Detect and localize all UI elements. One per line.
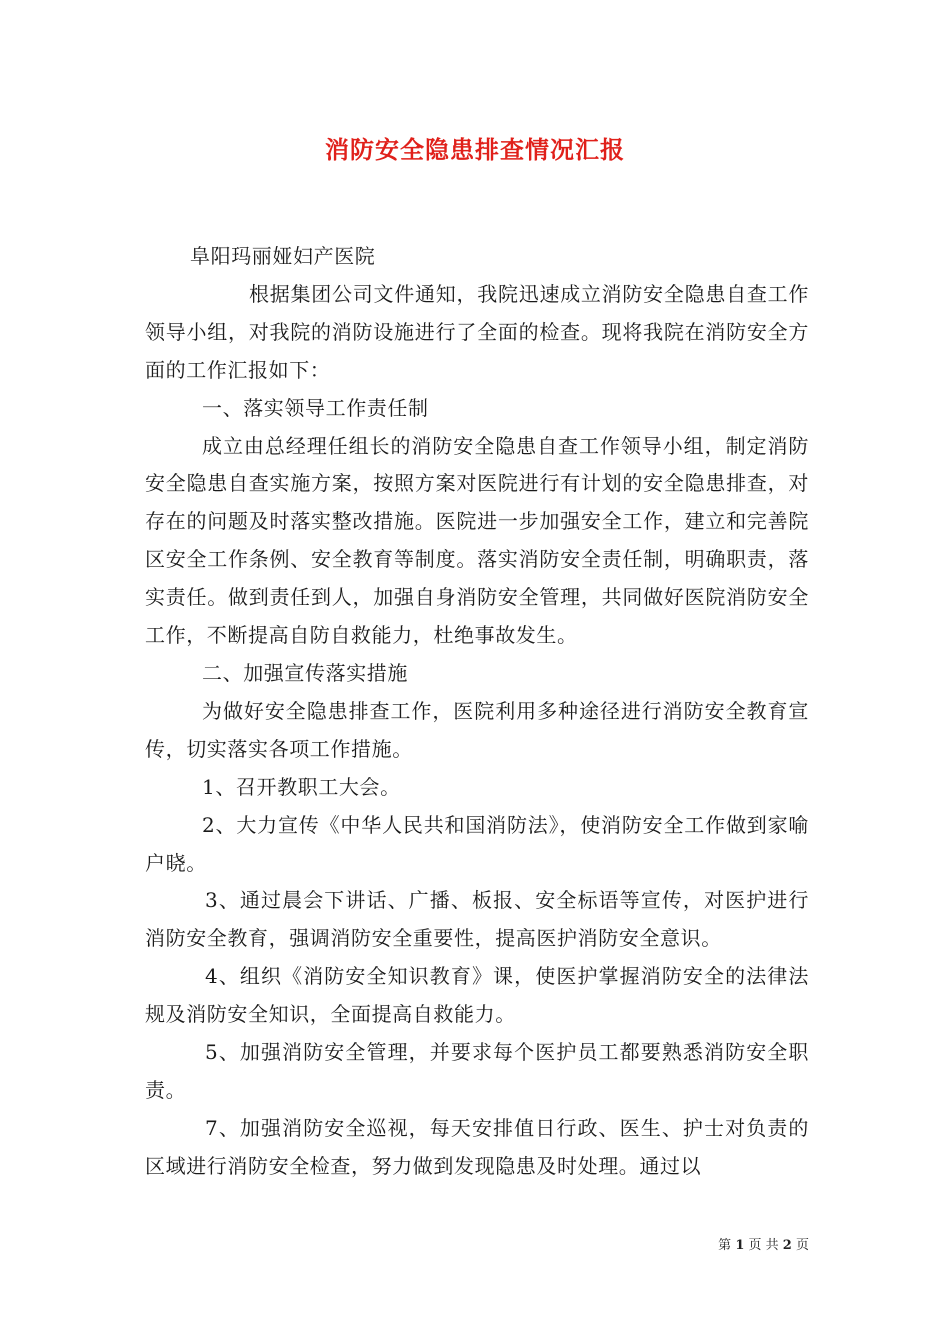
footer-current-page: 1 [735,1238,745,1253]
paragraph-intro: 根据集团公司文件通知，我院迅速成立消防安全隐患自查工作领导小组，对我院的消防设施进行了全面的检查。现将我院在消防安全方面的工作汇报如下： [145,281,809,382]
organization-name: 阜阳玛丽娅妇产医院 [190,244,376,268]
page-number-footer [718,1236,809,1256]
list-item-1: 1、召开教职工大会。 [202,774,401,799]
section-heading-2: 二、加强宣传落实措施 [202,660,408,685]
list-item-3: 3、通过晨会下讲话、广播、板报、安全标语等宣传，对医护进行消防安全教育，强调消防安全重要性，提高医护消防安全意识。 [145,888,809,951]
list-item-4: 4、组织《消防安全知识教育》课，使医护掌握消防安全的法律法规及消防安全知识，全面提高自救能力。 [145,964,809,1027]
section-heading-1: 一、落实领导工作责任制 [202,395,429,420]
footer-middle: 页 共 [748,1238,779,1253]
list-item-2: 2、大力宣传《中华人民共和国消防法》，使消防安全工作做到家喻户晓。 [145,812,809,875]
document-body [145,238,809,1186]
footer-prefix: 第 [718,1238,732,1253]
document-title: 消防安全隐患排查情况汇报 [325,135,625,164]
list-item-7: 7、加强消防安全巡视，每天安排值日行政、医生、护士对负责的区域进行消防安全检查，努力做到发现隐患及时处理。通过以 [145,1115,809,1178]
footer-total-pages: 2 [782,1238,792,1253]
paragraph-section-1: 成立由总经理任组长的消防安全隐患自查工作领导小组，制定消防安全隐患自查实施方案，按照方案对医院进行有计划的安全隐患排查，对存在的问题及时落实整改措施。医院进一步加强安全工作，建立和完善院区安全工作条例、安全教育等制度。落实消防安全责任制，明确职责，落实责任。做到责任到人，加强自身消防安全管理，共同做好医院消防安全工作，不断提高自防自救能力，杜绝事故发生。 [145,433,809,648]
paragraph-section-2: 为做好安全隐患排查工作，医院利用多种途径进行消防安全教育宣传，切实落实各项工作措施。 [145,698,809,761]
list-item-5: 5、加强消防安全管理，并要求每个医护员工都要熟悉消防安全职责。 [145,1040,809,1102]
footer-suffix: 页 [795,1238,809,1253]
